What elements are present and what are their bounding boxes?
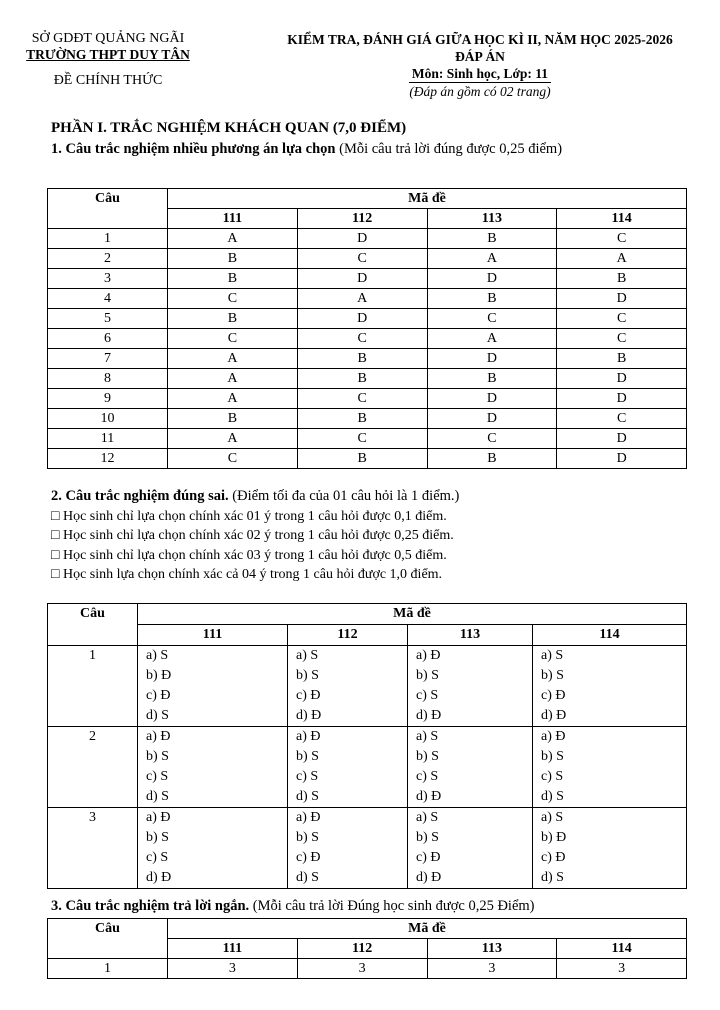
answer-item: d) S (296, 870, 319, 885)
q2-rule: □ Học sinh chỉ lựa chọn chính xác 03 ý trong 1 câu hỏi được 0,5 điểm. (51, 547, 447, 563)
school-name: TRƯỜNG THPT DUY TÂN (26, 47, 190, 62)
answer-item: a) Đ (146, 810, 171, 825)
q1-note: (Mỗi câu trả lời đúng được 0,25 điểm) (335, 141, 563, 157)
answer-cell: A (427, 329, 557, 349)
table-row (48, 409, 687, 429)
table-row (48, 959, 687, 979)
answer-key-title: ĐÁP ÁN (455, 49, 505, 64)
table-row (48, 369, 687, 389)
answer-item: a) Đ (541, 729, 566, 744)
answer-cell: 3 (297, 959, 427, 979)
answer-item: b) S (541, 749, 564, 764)
q1-title: 1. Câu trắc nghiệm nhiều phương án lựa chọn (51, 141, 336, 157)
answer-item: a) S (416, 729, 439, 744)
subject-line: Môn: Sinh học, Lớp: 11 (411, 66, 549, 81)
q2-title: 2. Câu trắc nghiệm đúng sai. (51, 488, 229, 504)
table-row (48, 389, 687, 409)
answer-cell (138, 646, 288, 727)
answer-item: c) Đ (416, 850, 441, 865)
question-number: 2 (48, 249, 168, 269)
answer-item: c) S (416, 688, 439, 703)
answer-cell: B (168, 309, 298, 329)
answer-item: a) Đ (296, 729, 321, 744)
answer-item: d) S (146, 708, 169, 723)
answer-cell: D (297, 309, 427, 329)
answer-cell: C (168, 289, 298, 309)
table-row (48, 249, 687, 269)
answer-cell: 3 (168, 959, 298, 979)
question-number: 4 (48, 289, 168, 309)
answer-item: b) S (296, 668, 319, 683)
answer-cell: D (427, 349, 557, 369)
answer-cell: C (168, 329, 298, 349)
code-header: 113 (427, 209, 557, 229)
answer-item: b) S (416, 749, 439, 764)
question-number: 1 (48, 959, 168, 979)
answer-cell (408, 808, 533, 889)
q3-title: 3. Câu trắc nghiệm trả lời ngắn. (51, 898, 250, 914)
q2-note: (Điểm tối đa của 01 câu hỏi là 1 điểm.) (228, 488, 460, 504)
exam-title: KIỂM TRA, ĐÁNH GIÁ GIỮA HỌC KÌ II, NĂM HỌC 2025-2026 (287, 32, 673, 47)
table-row (48, 329, 687, 349)
answer-item: b) S (146, 749, 169, 764)
answer-item: d) Đ (416, 870, 442, 885)
answer-cell: D (297, 269, 427, 289)
answer-cell: B (427, 289, 557, 309)
answer-item: c) Đ (541, 688, 566, 703)
sa-answer-table (47, 918, 687, 979)
answer-cell: D (557, 369, 687, 389)
part1-title: PHẦN I. TRẮC NGHIỆM KHÁCH QUAN (7,0 ĐIỂM) (51, 120, 407, 136)
answer-item: d) S (541, 789, 564, 804)
answer-item: a) S (146, 648, 169, 663)
answer-item: c) S (541, 769, 564, 784)
header-right (248, 31, 712, 101)
answer-cell: C (557, 409, 687, 429)
answer-cell: C (297, 429, 427, 449)
q2-rule: □ Học sinh chỉ lựa chọn chính xác 01 ý trong 1 câu hỏi được 0,1 điểm. (51, 508, 447, 524)
question-number: 2 (48, 727, 138, 808)
code-header: 111 (138, 625, 288, 646)
answer-cell (533, 727, 687, 808)
table-row (48, 269, 687, 289)
code-header: 113 (408, 625, 533, 646)
answer-item: c) S (296, 769, 319, 784)
code-header: 114 (557, 209, 687, 229)
answer-cell (533, 646, 687, 727)
answer-cell: A (168, 429, 298, 449)
answer-cell: 3 (427, 959, 557, 979)
answer-cell: D (557, 449, 687, 469)
answer-cell: C (557, 309, 687, 329)
col-header-cau: Câu (48, 189, 168, 229)
question-number: 6 (48, 329, 168, 349)
answer-cell: B (297, 369, 427, 389)
question-number: 12 (48, 449, 168, 469)
answer-item: b) S (296, 749, 319, 764)
answer-cell: A (168, 369, 298, 389)
answer-item: a) Đ (296, 810, 321, 825)
answer-cell: D (427, 389, 557, 409)
col-header-cau: Câu (48, 604, 138, 646)
answer-cell (288, 808, 408, 889)
answer-item: d) S (296, 789, 319, 804)
answer-item: b) S (146, 830, 169, 845)
code-header: 112 (297, 209, 427, 229)
mc-answer-table (47, 188, 687, 469)
question-number: 11 (48, 429, 168, 449)
code-header: 111 (168, 939, 298, 959)
answer-cell: B (297, 449, 427, 469)
question-number: 7 (48, 349, 168, 369)
answer-cell (533, 808, 687, 889)
answer-item: a) S (296, 648, 319, 663)
answer-cell (138, 727, 288, 808)
answer-cell (408, 646, 533, 727)
q2-section (51, 487, 459, 585)
table-row (48, 727, 687, 808)
answer-cell (288, 646, 408, 727)
col-header-cau: Câu (48, 919, 168, 959)
answer-item: b) Đ (146, 668, 172, 683)
code-header: 114 (557, 939, 687, 959)
answer-cell: A (427, 249, 557, 269)
answer-cell: B (427, 369, 557, 389)
answer-item: d) S (146, 789, 169, 804)
answer-cell: B (168, 269, 298, 289)
answer-item: d) Đ (416, 708, 442, 723)
pages-note: (Đáp án gồm có 02 trang) (409, 84, 551, 99)
answer-cell: A (297, 289, 427, 309)
answer-item: c) Đ (296, 688, 321, 703)
answer-cell: B (427, 449, 557, 469)
answer-item: d) Đ (541, 708, 567, 723)
answer-item: a) S (416, 810, 439, 825)
answer-cell: B (168, 249, 298, 269)
department-name: SỞ GDĐT QUẢNG NGÃI (31, 31, 185, 46)
answer-cell: C (297, 389, 427, 409)
answer-item: c) Đ (146, 688, 171, 703)
answer-cell: 3 (557, 959, 687, 979)
answer-cell: D (427, 409, 557, 429)
answer-cell: D (557, 289, 687, 309)
answer-cell: C (557, 229, 687, 249)
answer-item: d) Đ (146, 870, 172, 885)
answer-cell: B (297, 409, 427, 429)
q1-heading (51, 140, 671, 158)
q3-note: (Mỗi câu trả lời Đúng học sinh được 0,25 Điểm) (249, 898, 535, 914)
code-header: 111 (168, 209, 298, 229)
answer-cell: A (168, 389, 298, 409)
table-row (48, 229, 687, 249)
question-number: 9 (48, 389, 168, 409)
answer-cell: D (557, 389, 687, 409)
answer-item: d) Đ (416, 789, 442, 804)
answer-item: b) S (416, 830, 439, 845)
col-header-ma-de: Mã đề (168, 919, 687, 939)
answer-cell: B (427, 229, 557, 249)
q3-heading (51, 897, 535, 915)
table-row (48, 309, 687, 329)
answer-cell: A (557, 249, 687, 269)
answer-item: c) S (146, 850, 169, 865)
answer-cell: C (297, 249, 427, 269)
answer-item: a) Đ (146, 729, 171, 744)
table-row (48, 808, 687, 889)
question-number: 3 (48, 269, 168, 289)
answer-cell: B (168, 409, 298, 429)
answer-item: c) S (146, 769, 169, 784)
answer-cell: C (557, 329, 687, 349)
answer-cell: D (557, 429, 687, 449)
answer-item: d) Đ (296, 708, 322, 723)
header-left (8, 31, 208, 89)
q2-rule: □ Học sinh lựa chọn chính xác cả 04 ý trong 1 câu hỏi được 1,0 điểm. (51, 567, 443, 582)
answer-cell (408, 727, 533, 808)
col-header-ma-de: Mã đề (168, 189, 687, 209)
answer-item: a) Đ (416, 648, 441, 663)
q2-rule: □ Học sinh chỉ lựa chọn chính xác 02 ý trong 1 câu hỏi được 0,25 điểm. (51, 528, 454, 543)
answer-cell: A (168, 229, 298, 249)
answer-cell: D (297, 229, 427, 249)
answer-cell: C (427, 309, 557, 329)
code-header: 112 (288, 625, 408, 646)
answer-item: b) S (296, 830, 319, 845)
answer-cell: A (168, 349, 298, 369)
code-header: 112 (297, 939, 427, 959)
question-number: 3 (48, 808, 138, 889)
col-header-ma-de: Mã đề (138, 604, 687, 625)
code-header: 114 (533, 625, 687, 646)
answer-item: c) Đ (541, 850, 566, 865)
answer-item: b) Đ (541, 830, 567, 845)
answer-cell (288, 727, 408, 808)
answer-cell (138, 808, 288, 889)
answer-cell: C (168, 449, 298, 469)
answer-item: c) Đ (296, 850, 321, 865)
table-row (48, 349, 687, 369)
answer-item: b) S (416, 668, 439, 683)
answer-item: d) S (541, 870, 564, 885)
question-number: 8 (48, 369, 168, 389)
question-number: 1 (48, 229, 168, 249)
answer-cell: D (427, 269, 557, 289)
answer-cell: B (557, 349, 687, 369)
answer-item: a) S (541, 648, 564, 663)
official-label: ĐỀ CHÍNH THỨC (53, 73, 163, 88)
answer-item: c) S (416, 769, 439, 784)
table-row (48, 429, 687, 449)
code-header: 113 (427, 939, 557, 959)
answer-item: a) S (541, 810, 564, 825)
answer-cell: B (297, 349, 427, 369)
answer-cell: C (427, 429, 557, 449)
table-row (48, 449, 687, 469)
question-number: 1 (48, 646, 138, 727)
question-number: 10 (48, 409, 168, 429)
answer-cell: B (557, 269, 687, 289)
tf-answer-table (47, 603, 687, 889)
answer-item: b) S (541, 668, 564, 683)
answer-cell: C (297, 329, 427, 349)
table-row (48, 289, 687, 309)
table-row (48, 646, 687, 727)
question-number: 5 (48, 309, 168, 329)
